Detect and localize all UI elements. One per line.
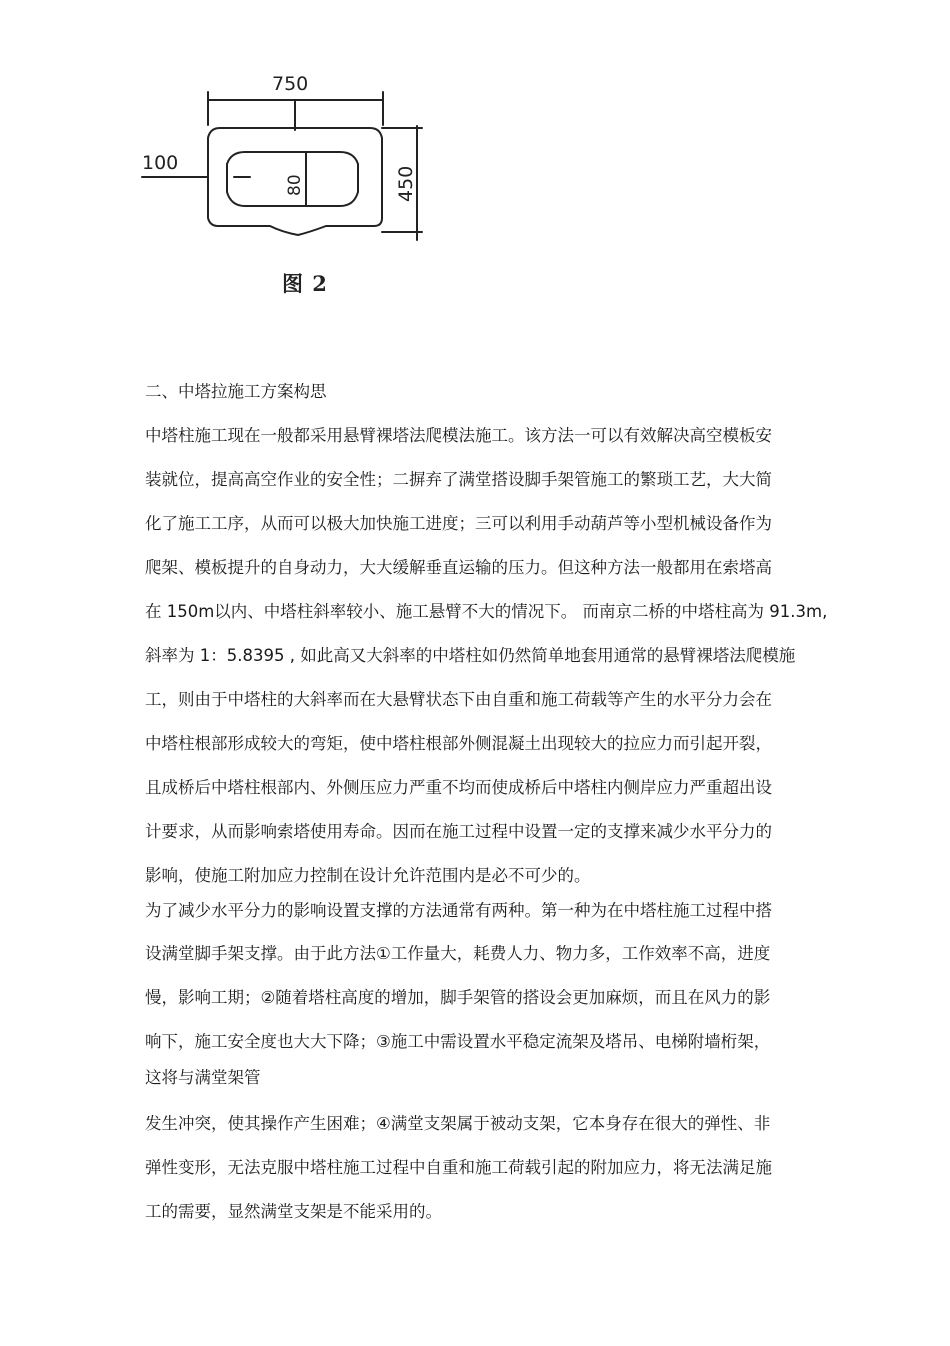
body-line: 弹性变形，无法克服中塔柱施工过程中自重和施工荷载引起的附加应力，将无法满足施 [145,1158,772,1177]
dimension-height-label: 450 [395,165,417,202]
body-line: 斜率为 1：5.8395 , 如此高又大斜率的中塔柱如仍然简单地套用通常的悬臂裸塔法爬模施 [145,646,796,665]
body-line: 在 150m以内、中塔柱斜率较小、施工悬臂不大的情况下。 而南京二桥的中塔柱高为 91.3m, [145,602,828,621]
section-heading: 二、中塔拉施工方案构思 [145,382,327,401]
body-line: 发生冲突，使其操作产生困难；④满堂支架属于被动支架，它本身存在很大的弹性、非 [145,1114,771,1133]
body-line: 这将与满堂架管 [145,1068,261,1087]
body-line: 装就位，提高高空作业的安全性；二摒弃了满堂搭设脚手架管施工的繁琐工艺，大大简 [145,470,772,489]
cross-section-drawing [130,60,430,300]
body-line: 工，则由于中塔柱的大斜率而在大悬臂状态下由自重和施工荷载等产生的水平分力会在 [145,690,772,709]
cross-section-figure [130,60,430,300]
body-line: 工的需要，显然满堂支架是不能采用的。 [145,1202,442,1221]
body-line: 为了减少水平分力的影响设置支撑的方法通常有两种。第一种为在中塔柱施工过程中搭 [145,901,772,920]
body-line: 影响，使施工附加应力控制在设计允许范围内是必不可少的。 [145,866,591,885]
body-line: 且成桥后中塔柱根部内、外侧压应力严重不均而使成桥后中塔柱内侧岸应力严重超出设 [145,778,772,797]
body-line: 慢，影响工期；②随着塔柱高度的增加，脚手架管的搭设会更加麻烦，而且在风力的影 [145,988,771,1007]
body-line: 设满堂脚手架支撑。由于此方法①工作量大，耗费人力、物力多，工作效率不高，进度 [145,944,771,963]
dimension-side-label: 100 [142,152,179,174]
body-line: 中塔柱根部形成较大的弯矩，使中塔柱根部外侧混凝土出现较大的拉应力而引起开裂， [145,734,772,753]
body-line: 中塔柱施工现在一般都采用悬臂裸塔法爬模法施工。该方法一可以有效解决高空模板安 [145,426,772,445]
dimension-inner-label: 80 [285,174,305,196]
body-line: 爬架、模板提升的自身动力，大大缓解垂直运输的压力。但这种方法一般都用在索塔高 [145,558,772,577]
figure-caption: 图 2 [282,271,328,296]
body-line: 响下，施工安全度也大大下降；③施工中需设置水平稳定流架及塔吊、电梯附墙桁架， [145,1032,771,1051]
body-line: 化了施工工序，从而可以极大加快施工进度；三可以利用手动葫芦等小型机械设备作为 [145,514,772,533]
body-line: 计要求，从而影响索塔使用寿命。因而在施工过程中设置一定的支撑来减少水平分力的 [145,822,772,841]
dimension-width-label: 750 [272,73,309,95]
